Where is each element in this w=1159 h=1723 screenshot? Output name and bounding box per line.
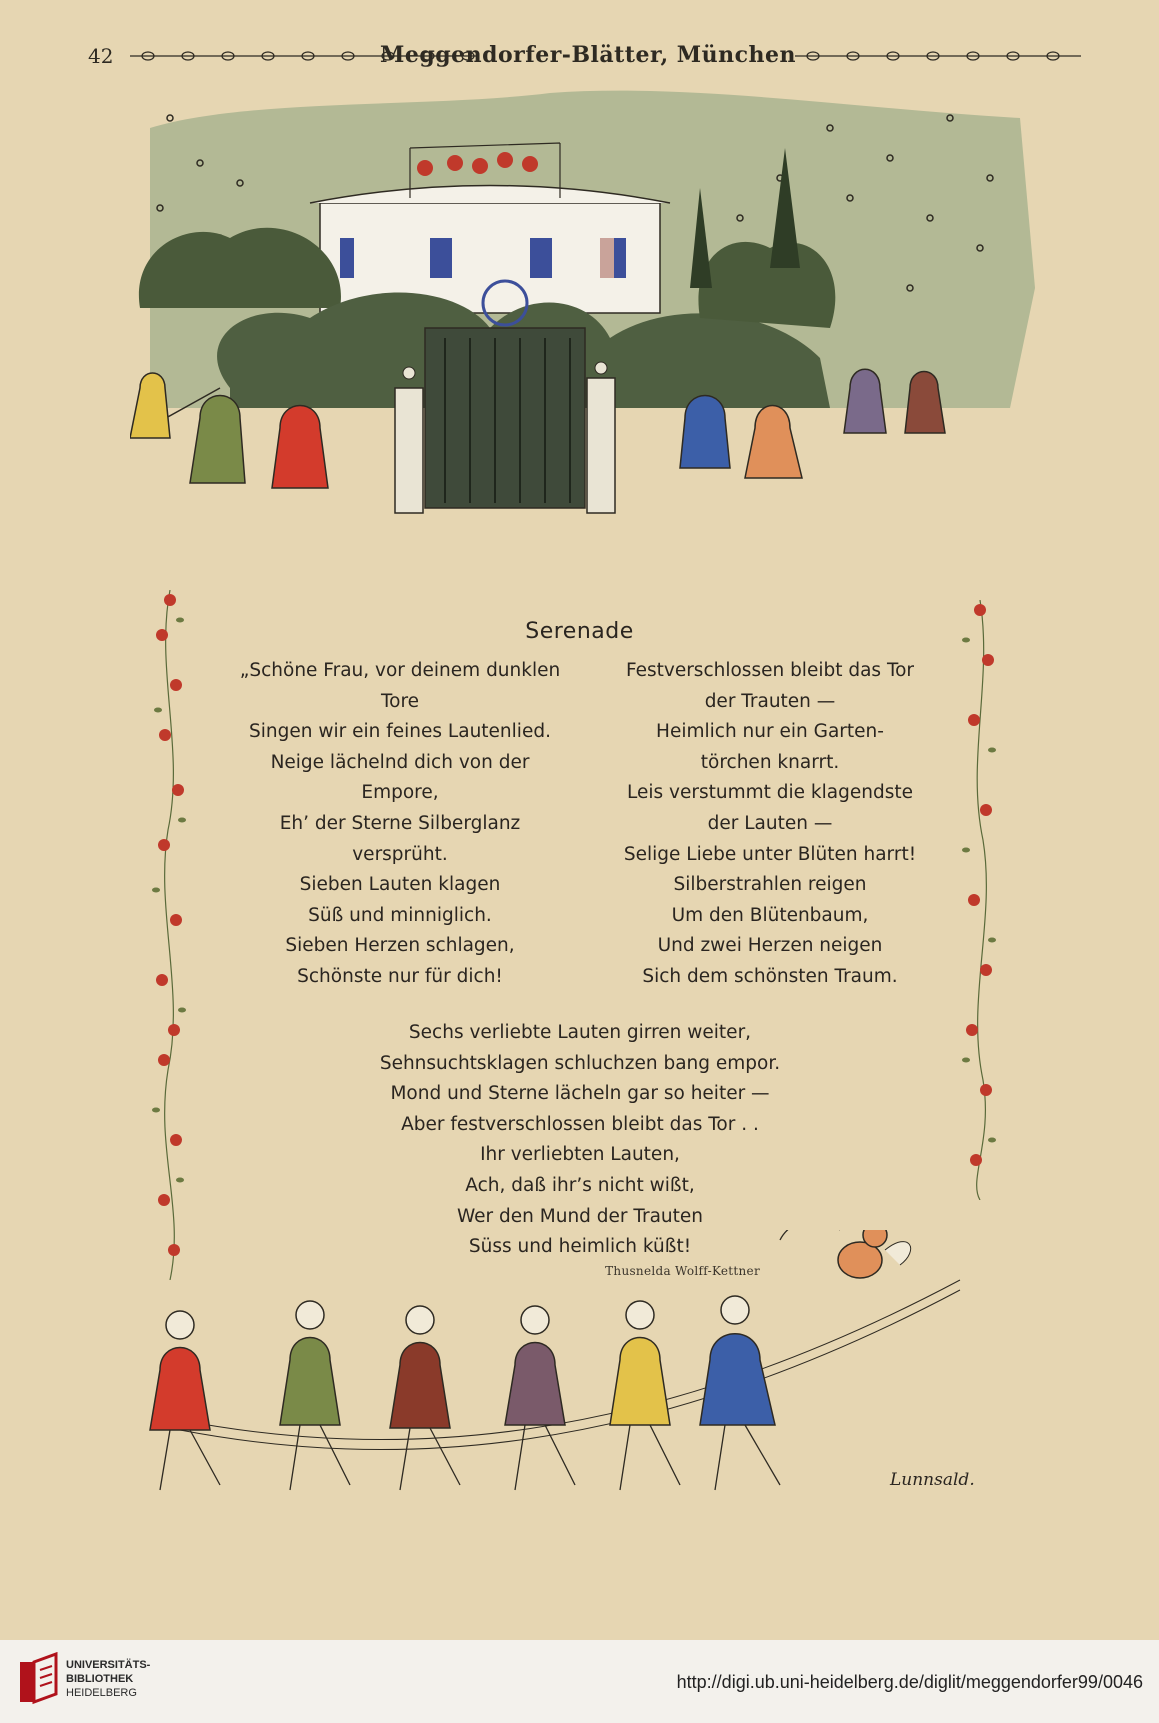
poem-title: Serenade xyxy=(525,619,634,644)
poem-line: Ihr verliebten Lauten, xyxy=(480,1144,680,1166)
poem-line: Sieben Lauten klagen xyxy=(299,874,501,896)
library-footer xyxy=(0,1640,1159,1723)
poem-line: Wer den Mund der Trauten xyxy=(456,1205,704,1227)
poem-line: Sechs verliebte Lauten girren weiter, xyxy=(408,1022,752,1043)
artist-signature: Lunnsald. xyxy=(890,1470,975,1490)
library-name-line: UNIVERSITÄTS- xyxy=(66,1659,151,1671)
library-name xyxy=(66,1658,150,1700)
poem-line: Selige Liebe unter Blüten harrt! xyxy=(623,843,917,865)
poem-line: Heimlich nur ein Garten- xyxy=(656,721,884,743)
poem-right-column xyxy=(585,656,955,993)
poem-line: Süss und heimlich küßt! xyxy=(468,1236,692,1258)
poem-line: Schönste nur für dich! xyxy=(297,965,503,987)
page-header xyxy=(88,42,1088,72)
poem-line: „Schöne Frau, vor deinem dunklen xyxy=(239,660,561,681)
poem-line: Sehnsuchtsklagen schluchzen bang empor. xyxy=(379,1052,781,1074)
poem-final-stanza xyxy=(330,1018,830,1263)
poem-line: der Lauten — xyxy=(707,812,833,834)
poem-line: Empore, xyxy=(361,782,439,804)
library-name-line: BIBLIOTHEK xyxy=(66,1673,134,1685)
library-name-line: HEIDELBERG xyxy=(66,1687,137,1699)
poem-left-column xyxy=(215,656,585,993)
source-url-link[interactable]: http://digi.ub.uni-heidelberg.de/diglit/meggendorfer99/0046 xyxy=(676,1672,1143,1692)
poem-line: Leis verstummt die klagendste xyxy=(627,782,913,804)
villa-serenade-illustration xyxy=(130,88,1040,608)
poem-line: Tore xyxy=(380,690,420,712)
poem-line: der Trauten — xyxy=(704,690,836,712)
rose-border-right xyxy=(958,600,1003,1200)
poem-line: Festverschlossen bleibt das Tor xyxy=(625,660,915,681)
poem-line: Süß und minniglich. xyxy=(308,904,492,926)
poem-line: Silberstrahlen reigen xyxy=(673,874,867,896)
poem-line: Neige lächelnd dich von der xyxy=(270,751,530,773)
rose-border-left xyxy=(150,590,195,1280)
library-logo-icon xyxy=(18,1652,60,1712)
poem-line: Und zwei Herzen neigen xyxy=(657,935,883,957)
poem-line: törchen knarrt. xyxy=(700,751,840,773)
magazine-title: Meggendorfer-Blätter, München xyxy=(380,42,796,68)
header-ornament-right xyxy=(793,48,1083,64)
lute-procession-illustration xyxy=(140,1230,1040,1550)
poem-line: Eh’ der Sterne Silberglanz xyxy=(279,812,521,834)
poem-line: Singen wir ein feines Lautenlied. xyxy=(249,721,551,743)
poem-line: Mond und Sterne lächeln gar so heiter — xyxy=(390,1083,770,1105)
poem-line: Ach, daß ihr’s nicht wißt, xyxy=(465,1174,695,1196)
poem-line: Aber festverschlossen bleibt das Tor . . xyxy=(401,1113,759,1135)
poem-author: Thusnelda Wolff-Kettner xyxy=(605,1264,760,1278)
page-number: 42 xyxy=(88,44,114,68)
poem-line: Sich dem schönsten Traum. xyxy=(642,965,898,987)
poem-line: versprüht. xyxy=(352,843,448,865)
poem-line: Um den Blütenbaum, xyxy=(671,904,869,926)
poem-line: Sieben Herzen schlagen, xyxy=(285,935,515,957)
